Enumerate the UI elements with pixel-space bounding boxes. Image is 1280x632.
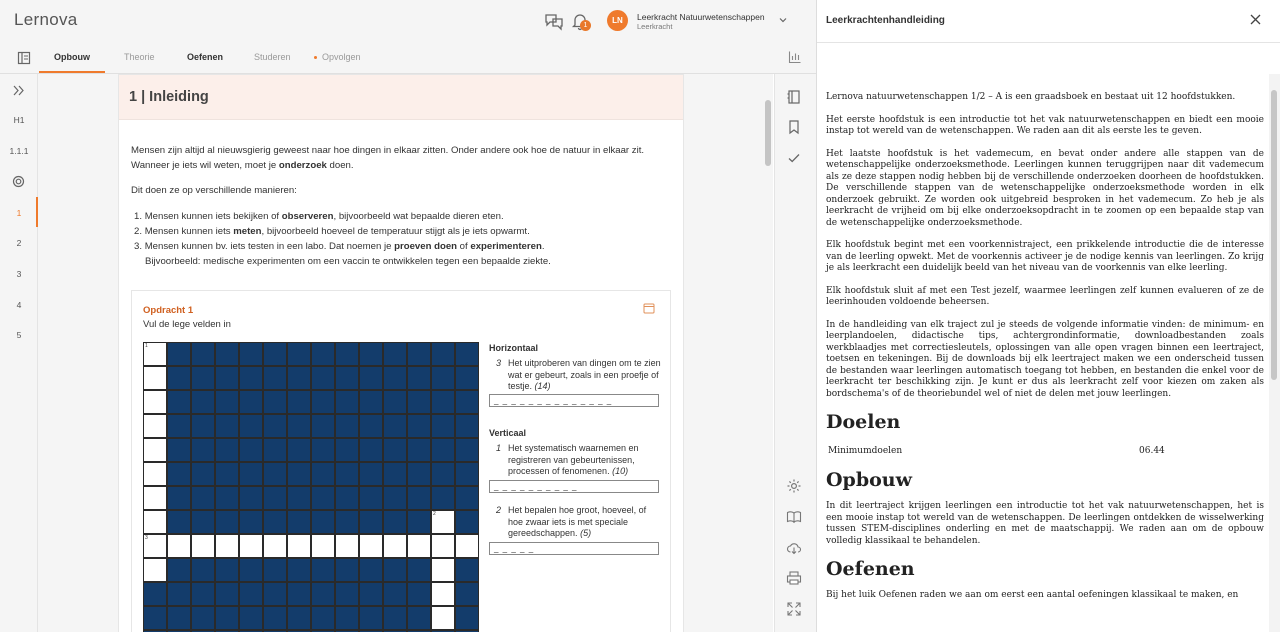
crossword-block (335, 366, 359, 390)
crossword-block (455, 462, 479, 486)
list-number: 1. (134, 211, 143, 222)
intro-line-a: Mensen zijn altijd al nieuwsgierig geweest naar hoe dingen in elkaar zitten. Onder andere ook hoe de natuur in elkaar zit. (131, 145, 645, 156)
crossword-block (335, 438, 359, 462)
crossword-block (311, 438, 335, 462)
crossword-block (383, 486, 407, 510)
crossword-block (215, 438, 239, 462)
chart-icon[interactable] (788, 50, 802, 64)
crossword-block (335, 414, 359, 438)
list-text: Mensen kunnen iets bekijken of (144, 211, 282, 222)
crossword-block (383, 438, 407, 462)
crossword-cell[interactable] (431, 582, 455, 606)
crossword-block (287, 390, 311, 414)
crossword-block (311, 390, 335, 414)
crossword-block (167, 438, 191, 462)
nav-item-1-1-1[interactable]: 1.1.1 (9, 146, 29, 156)
bookmark-icon[interactable] (786, 119, 802, 135)
tab-bar (0, 42, 816, 74)
goals-value: 06.44 (1139, 446, 1165, 456)
crossword-block (287, 462, 311, 486)
crossword-cell[interactable] (431, 558, 455, 582)
panel-content (826, 92, 1264, 613)
crossword-block (263, 486, 287, 510)
crossword-cell[interactable] (455, 534, 479, 558)
crossword-block (311, 342, 335, 366)
crossword-block (359, 390, 383, 414)
intro-text: Wanneer je iets wil weten, moet je (131, 160, 279, 171)
crossword-block (215, 462, 239, 486)
crossword-cell[interactable] (191, 534, 215, 558)
crossword-block (191, 486, 215, 510)
tab-oefenen[interactable]: Oefenen (187, 52, 224, 62)
close-icon[interactable] (1249, 13, 1262, 26)
crossword-block (191, 342, 215, 366)
section-heading-oefenen: Oefenen (826, 558, 915, 580)
horizontal-heading: Horizontaal (489, 343, 539, 353)
crossword-block (215, 606, 239, 630)
crossword-block (431, 414, 455, 438)
gear-icon[interactable] (786, 478, 802, 494)
crossword-block (407, 438, 431, 462)
ways-text: Dit doen ze op verschillende manieren: (131, 185, 297, 196)
list-item (134, 211, 504, 222)
crossword-cell[interactable] (239, 534, 263, 558)
crossword-block (431, 438, 455, 462)
crossword-block (287, 558, 311, 582)
tab-theorie[interactable]: Theorie (124, 52, 155, 62)
crossword-block (215, 414, 239, 438)
panel-divider (817, 42, 1280, 43)
crossword-block (407, 606, 431, 630)
clue-number: 2 (433, 511, 436, 517)
crossword-block (407, 558, 431, 582)
crossword-block (191, 606, 215, 630)
crossword-block (383, 390, 407, 414)
crossword-block (335, 390, 359, 414)
section-heading-doelen: Doelen (826, 411, 901, 433)
chevron-down-icon[interactable] (778, 15, 788, 25)
crossword-block (191, 462, 215, 486)
crossword-block (359, 342, 383, 366)
crossword-block (263, 342, 287, 366)
user-role: Leerkracht (637, 22, 673, 31)
crossword-block (191, 366, 215, 390)
crossword-block (263, 390, 287, 414)
crossword-block (263, 462, 287, 486)
clue-number: 3 (145, 535, 148, 541)
list-text-mid: of (457, 241, 471, 252)
crossword-block (431, 486, 455, 510)
nav-item-3[interactable]: 3 (16, 269, 22, 279)
list-text-end: , bijvoorbeeld wat bepaalde dieren eten. (333, 211, 504, 222)
crossword-block (335, 558, 359, 582)
panel-paragraph: In de handleiding van elk traject zul je steeds de volgende informatie vinden: de minimum- en leerplandoelen, didactische tips, achtergrondinformatie, downloadbestanden zoals werkblaadjes met correctiesleutels, oplossingen van alle open vragen binnen een leertraject, toetsen en tekeningen. Bij de downloads bij elk leertraject maken we een onderscheid tussen de bestanden waar leerlingen automatisch toegang tot hebben, en bestanden die enkel voor de leerkracht ter beschikking zijn. Je kunt er dus als leerkracht zelf voor kiezen om zaken als bordschema's of de theoriebundel wel of niet de delen met jouw leerlingen. (826, 319, 1264, 399)
crossword-block (455, 366, 479, 390)
app-logo[interactable]: Lernova (14, 10, 78, 29)
crossword-block (455, 438, 479, 462)
crossword-block (215, 582, 239, 606)
crossword-block (167, 342, 191, 366)
crossword-cell[interactable] (167, 534, 191, 558)
vertical-heading: Verticaal (489, 428, 527, 438)
crossword-block (455, 510, 479, 534)
crossword-cell[interactable] (383, 534, 407, 558)
crossword-block (215, 390, 239, 414)
crossword-block (215, 486, 239, 510)
crossword-block (191, 414, 215, 438)
crossword-block (191, 582, 215, 606)
exercise-title: Opdracht 1 (143, 305, 194, 316)
crossword-block (263, 558, 287, 582)
lesson-heading: 1 | Inleiding (119, 75, 683, 120)
clue-number: 2 (496, 505, 502, 515)
crossword-cell[interactable] (143, 510, 167, 534)
tab-opvolgen[interactable] (314, 52, 361, 62)
exercise-subtitle: Vul de lege velden in (143, 319, 231, 330)
list-text: Mensen kunnen iets (144, 226, 234, 237)
clue-text (508, 505, 663, 540)
list-bold-2: experimenteren (470, 241, 542, 252)
nav-item-1[interactable]: 1 (16, 208, 22, 218)
crossword-block (287, 414, 311, 438)
crossword-block (455, 342, 479, 366)
crossword-cell[interactable] (359, 534, 383, 558)
crossword-block (455, 558, 479, 582)
crossword-block (239, 558, 263, 582)
clue-text (508, 358, 663, 393)
goals-label: Minimumdoelen (828, 446, 903, 456)
crossword-block (359, 438, 383, 462)
avatar[interactable]: LN (607, 10, 628, 31)
list-number: 2. (134, 226, 143, 237)
crossword-block (383, 510, 407, 534)
crossword-block (287, 606, 311, 630)
crossword-cell[interactable] (143, 414, 167, 438)
crossword-block (239, 462, 263, 486)
crossword-cell[interactable] (263, 534, 287, 558)
crossword-block (383, 366, 407, 390)
crossword-block (143, 606, 167, 630)
intro-paragraph (131, 143, 644, 173)
crossword-block (287, 486, 311, 510)
tab-opbouw[interactable]: Opbouw (54, 52, 90, 62)
answer-field-h3[interactable]: _ _ _ _ _ _ _ _ _ _ _ _ _ _ (489, 394, 659, 407)
crossword-block (167, 390, 191, 414)
crossword-block (407, 390, 431, 414)
crossword-block (239, 582, 263, 606)
checkmark-icon[interactable] (786, 150, 802, 166)
list-number: 3. (134, 241, 143, 252)
clue-text-body: Het uitproberen van dingen om te zien wat er gebeurt, zoals in een proefje of testje. (508, 358, 661, 391)
list-bold: meten (233, 226, 262, 237)
target-icon[interactable] (12, 175, 25, 188)
panel-paragraph: Elk hoofdstuk sluit af met een Test jezelf, waarmee leerlingen zelf kunnen evalueren of ze de leerinhouden voldoende beheersen. (826, 285, 1264, 307)
panel-paragraph: Elk hoofdstuk begint met een voorkennistraject, een prikkelende introductie die de interesse van de leerling opwekt. Met de voorkennis activeer je de nodige kennis van leerlingen. Zo krijg je als leerkracht een duidelijk beeld van het niveau van de voorkennis van elke leerling. (826, 240, 1264, 273)
crossword-cell[interactable] (143, 366, 167, 390)
intro-text-end: doen. (326, 160, 354, 171)
crossword-block (335, 606, 359, 630)
panel-title: Leerkrachtenhandleiding (826, 15, 945, 26)
crossword-block (239, 510, 263, 534)
crossword-block (455, 390, 479, 414)
crossword-block (287, 510, 311, 534)
crossword-block (383, 414, 407, 438)
crossword-block (143, 582, 167, 606)
status-dot (314, 56, 317, 59)
crossword-block (359, 558, 383, 582)
crossword-block (311, 366, 335, 390)
crossword-cell[interactable] (431, 606, 455, 630)
crossword-block (239, 390, 263, 414)
crossword-block (239, 486, 263, 510)
crossword-block (383, 342, 407, 366)
panel-scrollbar-thumb[interactable] (1271, 90, 1277, 380)
crossword-block (455, 414, 479, 438)
crossword-block (383, 462, 407, 486)
clue-number: 3 (496, 358, 502, 368)
crossword-block (191, 558, 215, 582)
crossword-block (311, 510, 335, 534)
crossword-cell[interactable] (143, 390, 167, 414)
crossword-block (215, 510, 239, 534)
crossword-block (455, 486, 479, 510)
crossword-block (383, 606, 407, 630)
crossword-block (263, 366, 287, 390)
crossword-block (407, 486, 431, 510)
list-item (134, 226, 530, 237)
panel-paragraph: In dit leertraject krijgen leerlingen een introductie tot het vak natuurwetenschappen, het is een mooie instap tot wereld van de wetenschappen. De leerlingen ontdekken de wisselwerking tussen STEM-disciplines onderling en met de maatschappij. We raden aan om de opbouw volledig klassikaal te behandelen. (826, 501, 1264, 546)
chat-icon[interactable] (544, 11, 564, 31)
list-text-end: . (541, 241, 545, 252)
crossword-block (359, 366, 383, 390)
crossword-block (383, 582, 407, 606)
main-content (38, 74, 773, 632)
tab-opvolgen-label: Opvolgen (322, 52, 361, 62)
crossword-block (167, 462, 191, 486)
list-text-end: , bijvoorbeeld hoeveel de temperatuur stijgt als je iets opwarmt. (261, 226, 530, 237)
teacher-guide-icon[interactable] (786, 89, 802, 105)
list-text: Mensen kunnen bv. iets testen in een labo. Dat noemen je (144, 241, 395, 252)
crossword-block (359, 606, 383, 630)
exercise-block (131, 290, 671, 632)
crossword-block (407, 414, 431, 438)
crossword-block (311, 414, 335, 438)
crossword-block (335, 582, 359, 606)
clue-length: (10) (612, 466, 629, 476)
crossword-block (359, 582, 383, 606)
crossword-cell[interactable] (215, 534, 239, 558)
crossword-block (311, 606, 335, 630)
crossword-block (191, 390, 215, 414)
crossword-block (239, 366, 263, 390)
crossword-block (287, 582, 311, 606)
crossword-block (359, 486, 383, 510)
crossword-block (191, 510, 215, 534)
crossword-block (335, 510, 359, 534)
crossword-block (359, 414, 383, 438)
notification-badge: 1 (580, 20, 591, 31)
crossword-cell[interactable] (143, 462, 167, 486)
chapter-nav (0, 74, 38, 632)
answer-field-v1[interactable]: _ _ _ _ _ _ _ _ _ _ (489, 480, 659, 493)
intro-line-b (131, 158, 644, 173)
panel-paragraph: Het laatste hoofdstuk is het vademecum, en bevat onder andere alle stappen van de wetenschappelijke onderzoeksmethode. Leerlingen kunnen teruggrijpen naar dit vademecum als ze deze stappen nodig hebben bij de verschillende onderzoeken doorheen de hoofdstukken. De verschillende stappen van de wetenschappelijke onderzoeksmethode worden in elk onderzoek gebruikt. Ze worden ook uitgebreid besproken in het vademecum. Zo heb je als leerkracht de vrijheid om bij elke onderzoeksopdracht in te zoomen op een bepaalde stap van de wetenschappelijke onderzoeksmethode. (826, 148, 1264, 228)
top-header (0, 0, 816, 42)
list-item (134, 241, 544, 252)
user-name[interactable]: Leerkracht Natuurwetenschappen (637, 12, 765, 22)
crossword-block (431, 462, 455, 486)
crossword-block (431, 366, 455, 390)
crossword-cell[interactable] (431, 534, 455, 558)
open-book-icon[interactable] (786, 509, 802, 525)
panel-paragraph: Het eerste hoofdstuk is een introductie tot het vak natuurwetenschappen en biedt een mooie instap tot wereld van de wetenschappen. We raden aan dit als eerste les te geven. (826, 114, 1264, 136)
clue-text (508, 443, 663, 478)
crossword-block (167, 606, 191, 630)
crossword-cell[interactable] (407, 534, 431, 558)
teacher-guide-panel (816, 0, 1280, 632)
list-extra: Bijvoorbeeld: medische experimenten om een vaccin te ontwikkelen tegen een bepaalde ziekte. (145, 256, 551, 267)
crossword-block (311, 558, 335, 582)
clue-number: 1 (145, 343, 148, 349)
clue-number: 1 (496, 443, 502, 453)
crossword-block (287, 438, 311, 462)
crossword-block (407, 342, 431, 366)
crossword-block (359, 510, 383, 534)
crossword-cell[interactable] (143, 486, 167, 510)
main-scrollbar-thumb[interactable] (765, 100, 771, 166)
crossword-block (455, 582, 479, 606)
nav-item-h1[interactable]: H1 (13, 115, 25, 125)
crossword-block (263, 606, 287, 630)
clue-length: (5) (580, 528, 592, 538)
nav-item-4[interactable]: 4 (16, 300, 22, 310)
crossword-block (311, 462, 335, 486)
crossword-block (263, 510, 287, 534)
crossword-block (215, 558, 239, 582)
crossword-block (287, 366, 311, 390)
crossword-block (407, 510, 431, 534)
book-outline-icon[interactable] (17, 51, 31, 65)
cloud-download-icon[interactable] (786, 540, 802, 556)
crossword-block (239, 414, 263, 438)
panel-paragraph: Lernova natuurwetenschappen 1/2 – A is een graadsboek en bestaat uit 12 hoofdstukken. (826, 92, 1236, 102)
crossword-block (167, 558, 191, 582)
crossword-block (167, 366, 191, 390)
double-chevron-right-icon[interactable] (12, 84, 25, 97)
crossword-block (407, 462, 431, 486)
calendar-icon[interactable] (643, 302, 655, 314)
crossword-block (167, 582, 191, 606)
clue-text-body: Het systematisch waarnemen en registreren van gebeurtenissen, processen of fenomenen. (508, 443, 639, 476)
crossword-cell[interactable] (335, 534, 359, 558)
crossword-block (335, 486, 359, 510)
nav-item-2[interactable]: 2 (16, 238, 22, 248)
crossword-block (431, 390, 455, 414)
crossword-cell[interactable] (143, 558, 167, 582)
crossword-block (263, 438, 287, 462)
crossword-block (191, 438, 215, 462)
crossword-block (287, 342, 311, 366)
nav-item-5[interactable]: 5 (16, 330, 22, 340)
crossword-cell[interactable] (287, 534, 311, 558)
crossword-block (167, 486, 191, 510)
crossword-block (263, 582, 287, 606)
crossword-block (407, 366, 431, 390)
active-tab-indicator (39, 71, 105, 73)
crossword-block (215, 366, 239, 390)
list-bold: proeven doen (394, 241, 458, 252)
crossword-block (383, 558, 407, 582)
crossword-block (311, 486, 335, 510)
tab-studeren[interactable]: Studeren (254, 52, 291, 62)
crossword-cell[interactable] (311, 534, 335, 558)
answer-field-v2[interactable]: _ _ _ _ _ (489, 542, 659, 555)
crossword-cell[interactable] (143, 438, 167, 462)
crossword-block (167, 510, 191, 534)
crossword-block (335, 342, 359, 366)
lesson-card (118, 74, 684, 632)
clue-length: (14) (534, 381, 551, 391)
intro-bold: onderzoek (278, 160, 327, 171)
goals-row (826, 443, 1264, 465)
crossword-block (431, 342, 455, 366)
crossword-block (239, 606, 263, 630)
crossword-block (167, 414, 191, 438)
section-heading-opbouw: Opbouw (826, 469, 912, 491)
crossword-block (407, 582, 431, 606)
crossword-block (263, 414, 287, 438)
crossword-block (239, 438, 263, 462)
crossword-block (311, 582, 335, 606)
crossword-block (239, 342, 263, 366)
crossword-block (215, 342, 239, 366)
crossword-block (359, 462, 383, 486)
clue-text-body: Het bepalen hoe groot, hoeveel, of hoe zwaar iets is met speciale gereedschappen. (508, 505, 647, 538)
list-bold: observeren (281, 211, 334, 222)
crossword-block (335, 462, 359, 486)
printer-icon[interactable] (786, 570, 802, 586)
panel-paragraph: Bij het luik Oefenen raden we aan om eerst een aantal oefeningen klassikaal te maken, en (826, 590, 1239, 600)
fullscreen-icon[interactable] (786, 601, 802, 617)
crossword-block (455, 606, 479, 630)
